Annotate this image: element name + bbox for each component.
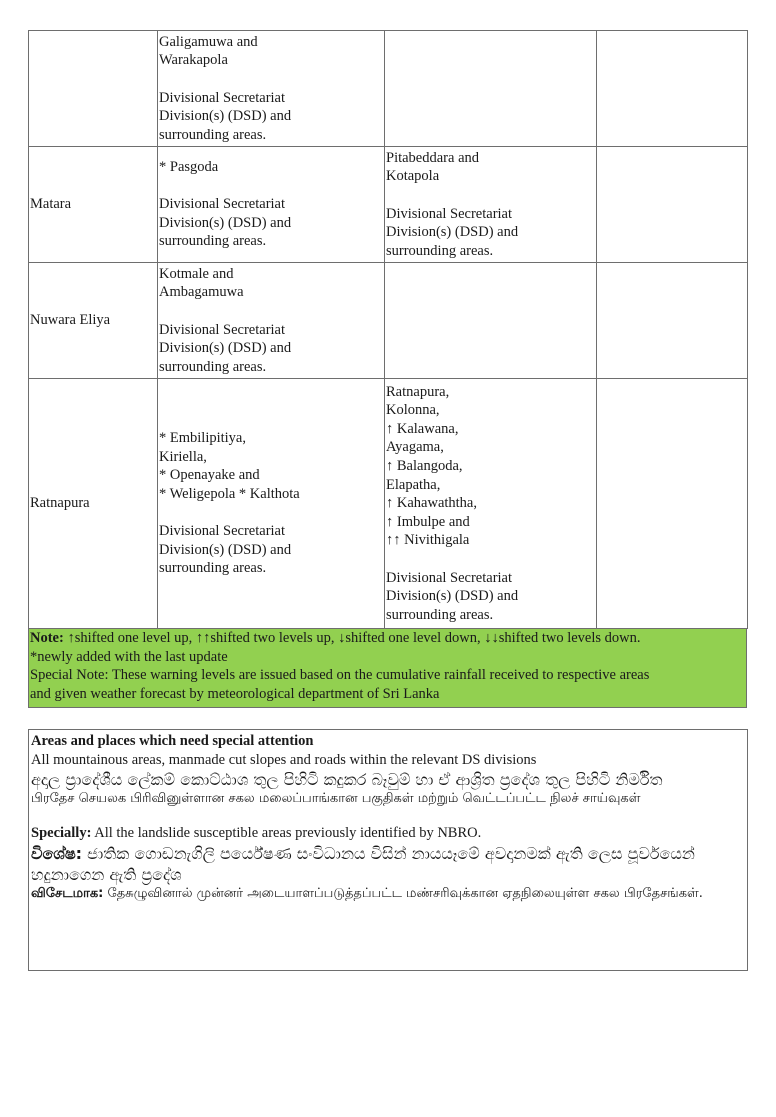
cell-line: Kolonna, — [386, 402, 440, 419]
tamil-special-label: விசேடமாக: — [31, 885, 104, 901]
attention-title: Areas and places which need special attention — [31, 733, 314, 749]
cell-line: ↑ Kahawaththa, — [386, 495, 477, 512]
cell-line: * Weligepola * Kalthota — [159, 485, 300, 502]
special-note-line-2: and given weather forecast by meteorological department of Sri Lanka — [30, 685, 440, 702]
cell-line: Division(s) (DSD) and — [159, 214, 292, 231]
special-attention-box — [28, 729, 748, 971]
cell-line: Galigamuwa and — [159, 33, 258, 50]
level-cell-col3 — [385, 31, 597, 147]
cell-line: Divisional Secretariat — [386, 205, 513, 222]
table-row — [29, 31, 748, 147]
specially-tamil — [31, 885, 745, 903]
cell-line: ↑ Kalawana, — [386, 420, 459, 437]
cell-line: surrounding areas. — [386, 242, 494, 259]
cell-line: Ambagamuwa — [159, 284, 244, 301]
note-legend: ↑shifted one level up, ↑↑shifted two levels up, ↓shifted one level down, ↓↓shifted two levels down. — [63, 630, 641, 646]
cell-line: surrounding areas. — [159, 358, 267, 375]
specially-label: Specially: — [31, 825, 92, 842]
level-cell-col4 — [597, 31, 748, 147]
cell-line — [159, 177, 383, 196]
specially-text: All the landslide susceptible areas previously identified by NBRO. — [91, 825, 482, 842]
cell-line — [386, 186, 595, 205]
cell-line: Kotmale and — [159, 265, 234, 282]
cell-line — [159, 70, 383, 89]
specially-sinhala — [31, 843, 745, 885]
warning-table — [28, 30, 748, 629]
level-cell-col4 — [597, 147, 748, 263]
cell-line: ↑↑ Nivithigala — [386, 532, 470, 549]
attention-tamil: பிரதேச செயலக பிரிவினுள்ளான சகல மலைப்பாங்கான பகுதிகள் மற்றும் வெட்டப்பட்ட நிலச் சாய்வுகள் — [31, 791, 641, 807]
cell-line — [159, 302, 383, 321]
specially-english — [31, 824, 745, 843]
cell-line: ↑ Imbulpe and — [386, 513, 470, 530]
cell-line: Divisional Secretariat — [159, 89, 286, 106]
cell-line: Kiriella, — [159, 448, 207, 465]
table-row — [29, 147, 748, 263]
district-cell: Nuwara Eliya — [29, 263, 158, 379]
note-legend-line — [30, 629, 745, 648]
level-cell-col2 — [158, 379, 385, 629]
note-label: Note: — [30, 630, 64, 646]
cell-line: Division(s) (DSD) and — [159, 541, 292, 558]
district-cell: Matara — [29, 147, 158, 263]
cell-line: surrounding areas. — [159, 560, 267, 577]
attention-sinhala: අදාල ප්‍රාදේශීය ලේකම් කොට්ඨාශ තුල පිහිටි කදුකර බෑවුම් හා ඒ ආශ්‍රිත ප්‍රදේශ තුල පිහිටි නිර්මිත — [31, 770, 663, 790]
cell-line: surrounding areas. — [159, 126, 267, 143]
level-cell-col4 — [597, 263, 748, 379]
cell-line: Divisional Secretariat — [159, 523, 286, 540]
level-cell-col4 — [597, 379, 748, 629]
cell-line: Divisional Secretariat — [159, 196, 286, 213]
cell-line: Divisional Secretariat — [159, 321, 286, 338]
cell-line: Pitabeddara and — [386, 149, 480, 166]
level-cell-col3 — [385, 379, 597, 629]
cell-line: * Pasgoda — [159, 159, 219, 176]
cell-line: Divisional Secretariat — [386, 569, 513, 586]
cell-line: Elapatha, — [386, 476, 441, 493]
cell-line: Warakapola — [159, 52, 228, 69]
cell-line: Division(s) (DSD) and — [159, 340, 292, 357]
level-cell-col2 — [158, 263, 385, 379]
cell-line: * Embilipitiya, — [159, 430, 246, 447]
cell-line: Ayagama, — [386, 439, 444, 456]
table-row — [29, 379, 748, 629]
cell-line — [386, 550, 595, 569]
cell-line: Division(s) (DSD) and — [386, 224, 519, 241]
cell-line: surrounding areas. — [386, 606, 494, 623]
cell-line: ↑ Balangoda, — [386, 458, 463, 475]
cell-line: Ratnapura, — [386, 383, 450, 400]
cell-line: Division(s) (DSD) and — [159, 108, 292, 125]
district-cell: Ratnapura — [29, 379, 158, 629]
tamil-special-text: தேசுழுவினால் முன்னர் அடையாளப்படுத்தப்பட்ட மண்சரிவுக்கான ஏதநிலையுள்ள சகல பிரதேசங்கள். — [103, 885, 703, 901]
district-cell — [29, 31, 158, 147]
table-row — [29, 263, 748, 379]
level-cell-col2 — [158, 31, 385, 147]
cell-line: Division(s) (DSD) and — [386, 588, 519, 605]
cell-line: * Openayake and — [159, 467, 260, 484]
sinhala-special-text: ජාතික ගොඩනැගිලි පර්යේෂණ සංවිධානය විසින් නායයෑමේ අවදානමක් ඇති ලෙස පූර්වයෙන් හදුනාගෙන ඇති ප්‍රදේශ — [31, 843, 695, 884]
cell-line: Kotapola — [386, 168, 440, 185]
level-cell-col2 — [158, 147, 385, 263]
sinhala-special-label: විශේෂ: — [31, 843, 83, 863]
note-new-marker: *newly added with the last update — [30, 648, 228, 665]
level-cell-col3 — [385, 147, 597, 263]
special-note-line-1: Special Note: These warning levels are issued based on the cumulative rainfall received to respective areas — [30, 667, 650, 684]
level-cell-col3 — [385, 263, 597, 379]
cell-line: surrounding areas. — [159, 233, 267, 250]
cell-line — [159, 504, 383, 523]
attention-english: All mountainous areas, manmade cut slopes and roads within the relevant DS divisions — [31, 751, 537, 768]
note-box — [28, 628, 747, 708]
